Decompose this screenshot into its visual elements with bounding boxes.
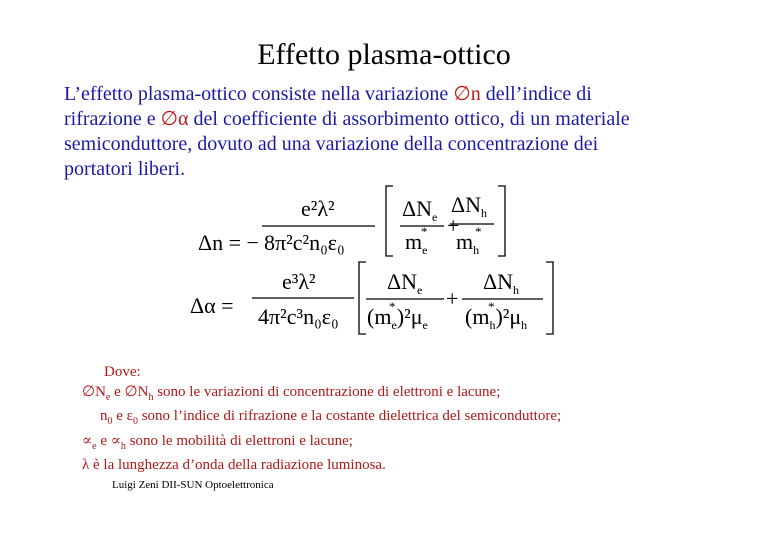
eq2-coef-denominator: 4π²c³n₀ε₀ — [258, 304, 339, 329]
notes-heading: Dove: — [104, 364, 141, 380]
eq2-term1-numerator: $\Delta N_e$ — [387, 269, 423, 297]
equation-delta-n — [198, 186, 505, 257]
eq1-coef-denominator: 8π²c²n₀ε₀ — [264, 230, 345, 255]
eq2-term2-denominator: $(m_h)^2\mu_h$ — [465, 304, 528, 332]
eq1-term2-numerator: $\Delta N_h$ — [451, 192, 488, 220]
eq2-bracket-left — [359, 262, 366, 334]
equation-delta-alpha — [190, 262, 553, 334]
eq2-term1-star: * — [389, 299, 396, 314]
eq1-term1-denominator: $m_e$ — [405, 229, 428, 257]
intro-text: dell’indice di — [480, 83, 592, 105]
eq2-bracket-right — [546, 262, 553, 334]
note-line-4: λ è la lunghezza d’onda della radiazione luminosa. — [82, 457, 386, 473]
note-line-2: $n_0$ e $\varepsilon_0$ sono l’indice di rifrazione e la costante dielettrica del semiconduttore; — [100, 408, 562, 427]
footer-author: Luigi Zeni DII-SUN Optoelettronica — [112, 479, 274, 491]
intro-text: rifrazione e — [64, 108, 161, 130]
delta-alpha-symbol: ∅α — [160, 108, 189, 130]
eq1-plus: + — [447, 213, 460, 238]
eq2-term2-star: * — [488, 299, 495, 314]
eq1-term1-star: * — [421, 224, 428, 239]
eq2-term1-denominator: $(m_e)^2\mu_e$ — [367, 304, 428, 332]
eq1-term1-numerator: $\Delta N_e$ — [402, 196, 438, 224]
eq1-coef-numerator: e²λ² — [301, 196, 335, 221]
note-line-3: $\propto_e$ $e \propto_h$ sono le mobilità di elettroni e lacune; — [82, 432, 353, 452]
eq2-coef-numerator: e³λ² — [282, 269, 316, 294]
note-line-1: $\emptyset N_e$ e $\emptyset N_h$ sono le variazioni di concentrazione di elettroni e lacune; — [82, 383, 501, 403]
eq1-term2-star: * — [475, 224, 482, 239]
intro-line-4: portatori liberi. — [64, 158, 186, 180]
intro-text: del coefficiente di assorbimento ottico, di un materiale — [188, 108, 630, 130]
eq2-term2-numerator: $\Delta N_h$ — [483, 269, 520, 297]
eq1-bracket-left — [386, 186, 393, 256]
delta-n-symbol: ∅n — [453, 83, 481, 105]
eq1-lhs: Δn = − — [198, 230, 259, 255]
intro-text: L’effetto plasma-ottico consiste nella variazione — [64, 83, 454, 105]
eq1-term2-denominator: $m_h$ — [456, 229, 480, 257]
slide-title: Effetto plasma-ottico — [257, 38, 511, 71]
eq2-lhs: Δα = — [190, 293, 234, 318]
eq2-plus: + — [446, 286, 459, 311]
intro-line-3: semiconduttore, dovuto ad una variazione della concentrazione dei — [64, 133, 599, 155]
eq1-bracket-right — [498, 186, 505, 256]
notes-section — [82, 363, 561, 476]
